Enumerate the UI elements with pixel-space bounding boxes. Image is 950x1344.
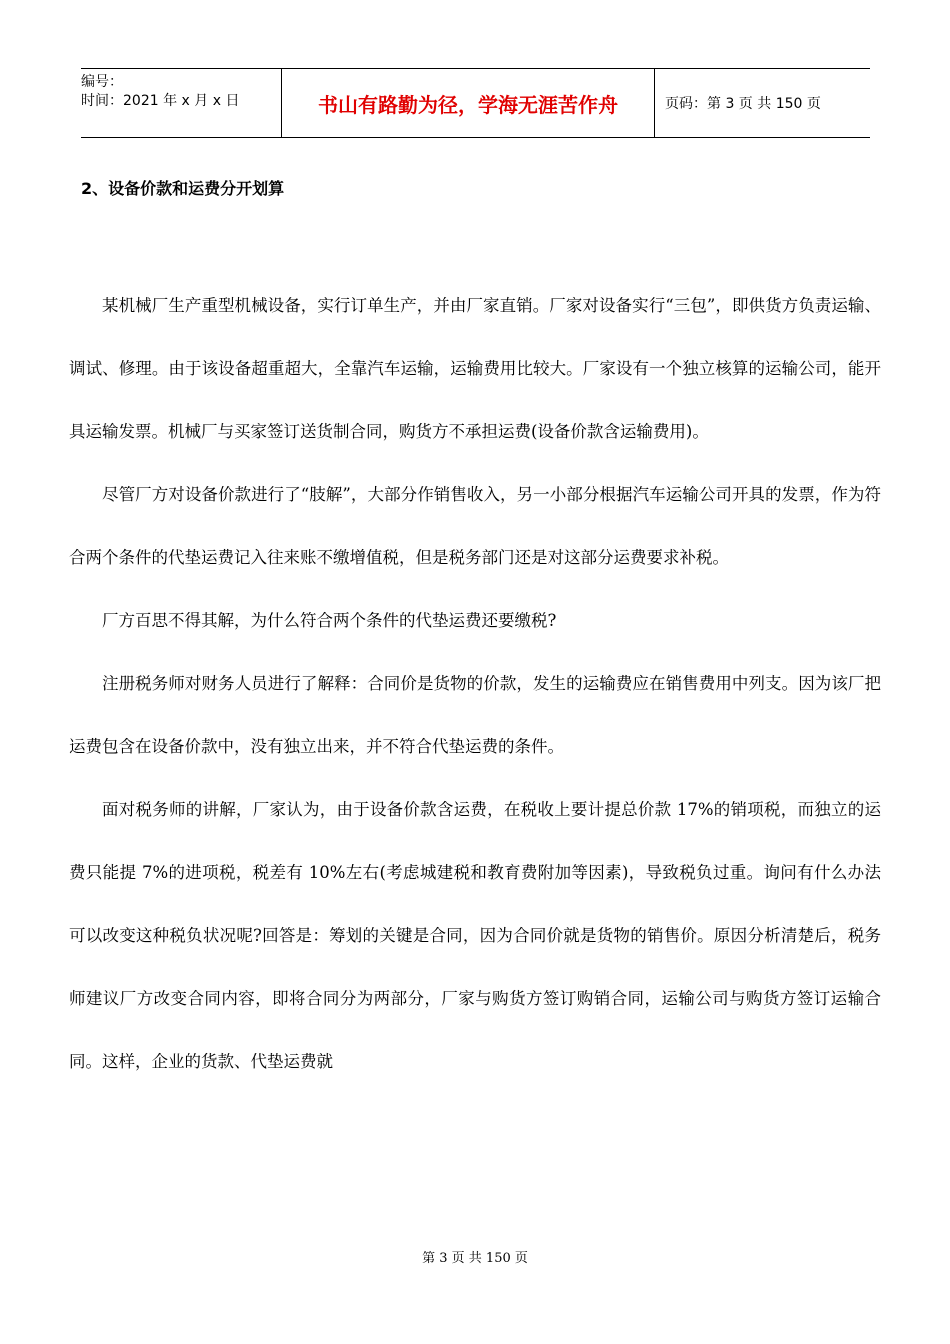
page-footer: 第 3 页 共 150 页 [422,1251,528,1266]
page-header [81,68,870,138]
paragraph: 厂方百思不得其解，为什么符合两个条件的代垫运费还要缴税? [102,611,557,630]
header-motto: 书山有路勤为径，学海无涯苦作舟 [281,69,655,137]
header-page-info: 页码：第 3 页 共 150 页 [665,96,821,112]
paragraph: 尽管厂方对设备价款进行了“肢解”，大部分作销售收入，另一小部分根据汽车运输公司开具的发票，作为符合两个条件的代垫运费记入往来账不缴增值税，但是税务部门还是对这部分运费要求补税。 [69,485,881,567]
paragraph: 某机械厂生产重型机械设备，实行订单生产，并由厂家直销。厂家对设备实行“三包”，即供货方负责运输、调试、修理。由于该设备超重超大，全靠汽车运输，运输费用比较大。厂家设有一个独立核算的运输公司，能开具运输发票。机械厂与买家签订送货制合同，购货方不承担运费(设备价款含运输费用)。 [69,296,881,441]
document-date: 时间：2021 年 x 月 x 日 [81,93,240,109]
header-meta [81,69,281,137]
body-text [69,274,881,1093]
paragraph: 注册税务师对财务人员进行了解释：合同价是货物的价款，发生的运输费应在销售费用中列支。因为该厂把运费包含在设备价款中，没有独立出来，并不符合代垫运费的条件。 [69,674,881,756]
document-number-label: 编号： [81,74,123,90]
section-title: 2、设备价款和运费分开划算 [81,179,285,198]
paragraph: 面对税务师的讲解，厂家认为，由于设备价款含运费，在税收上要计提总价款 17%的销项税，而独立的运费只能提 7%的进项税，税差有 10%左右(考虑城建税和教育费附加等因素)，导致税负过重。询问有什么办法可以改变这种税负状况呢?回答是：筹划的关键是合同，因为合同价就是货物的销售价。原因分析清楚后，税务师建议厂方改变合同内容，即将合同分为两部分，厂家与购货方签订购销合同，运输公司与购货方签订运输合同。这样，企业的货款、代垫运费就 [69,800,881,1071]
